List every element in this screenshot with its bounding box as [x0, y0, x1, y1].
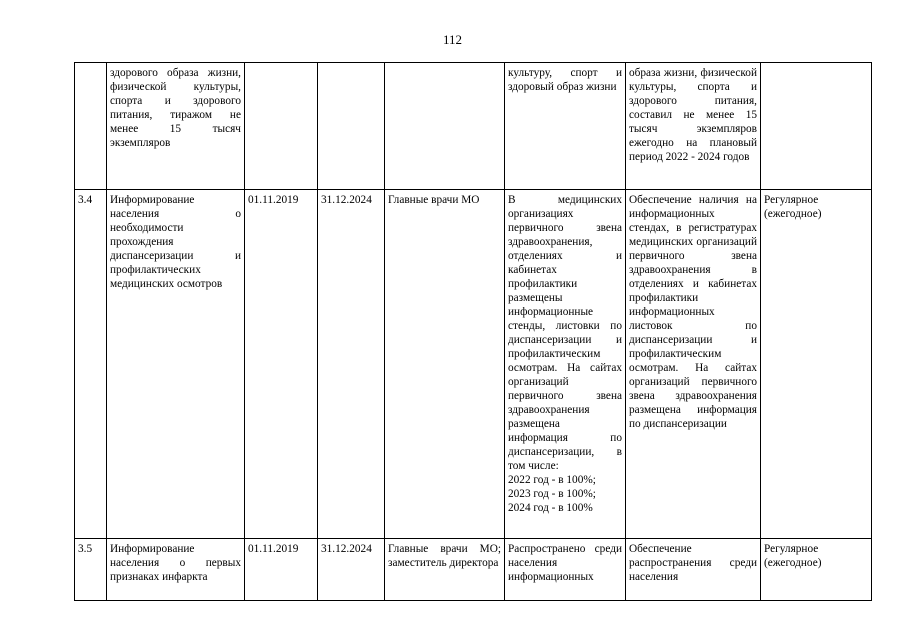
cell-periodicity: Регулярное (ежегодное) — [761, 190, 872, 539]
measures-table — [74, 62, 872, 601]
cell-result: Распространено среди населения информационных — [505, 539, 626, 601]
result-list-item: 2024 год - в 100% — [508, 502, 593, 514]
cell-end-date: 31.12.2024 — [318, 190, 385, 539]
cell-start-date: 01.11.2019 — [245, 190, 318, 539]
cell-measure-name: Информирование населения о необходимости прохождения диспансеризации и профилактических медицинских осмотров — [107, 190, 245, 539]
cell-measure-name: здорового образа жизни, физической культуры, спорта и здорового питания, тиражом не менее 15 тысяч экземпляров — [107, 63, 245, 190]
table-row — [75, 63, 872, 190]
cell-start-date — [245, 63, 318, 190]
cell-responsible — [385, 63, 505, 190]
cell-end-date: 31.12.2024 — [318, 539, 385, 601]
cell-number: 3.4 — [75, 190, 107, 539]
table-row — [75, 190, 872, 539]
cell-number — [75, 63, 107, 190]
cell-responsible: Главные врачи МО; заместитель директора — [385, 539, 505, 601]
cell-end-date — [318, 63, 385, 190]
cell-responsible: Главные врачи МО — [385, 190, 505, 539]
cell-number: 3.5 — [75, 539, 107, 601]
table-row — [75, 539, 872, 601]
cell-indicator: Обеспечение распространения среди населения — [626, 539, 761, 601]
cell-indicator: Обеспечение наличия на информационных стендах, в регистратурах медицинских организаций первичного звена здравоохранения в отделениях и кабинетах профилактики информационных листовок по диспансеризации и профилактическим осмотрам. На сайтах организаций первичного звена здравоохранения размещена информация по диспансеризации — [626, 190, 761, 539]
cell-indicator: образа жизни, физической культуры, спорта и здорового питания, составил не менее 15 тысяч экземпляров ежегодно на плановый период 2022 - 2024 годов — [626, 63, 761, 190]
cell-periodicity — [761, 63, 872, 190]
result-list-item: 2023 год - в 100%; — [508, 488, 596, 500]
cell-measure-name: Информирование населения о первых признаках инфаркта — [107, 539, 245, 601]
cell-result: культуру, спорт и здоровый образ жизни — [505, 63, 626, 190]
page-number: 112 — [442, 32, 463, 47]
cell-periodicity: Регулярное (ежегодное) — [761, 539, 872, 601]
result-text: В медицинских организациях первичного звена здравоохранения, отделениях и кабинетах профилактики размещены информационные стенды, листовки по диспансеризации и профилактическим осмотрам. На сайтах организаций первичного звена здравоохранения размещена информация по диспансеризации, в том числе: — [508, 194, 622, 472]
cell-result — [505, 190, 626, 539]
cell-start-date: 01.11.2019 — [245, 539, 318, 601]
result-list-item: 2022 год - в 100%; — [508, 474, 596, 486]
